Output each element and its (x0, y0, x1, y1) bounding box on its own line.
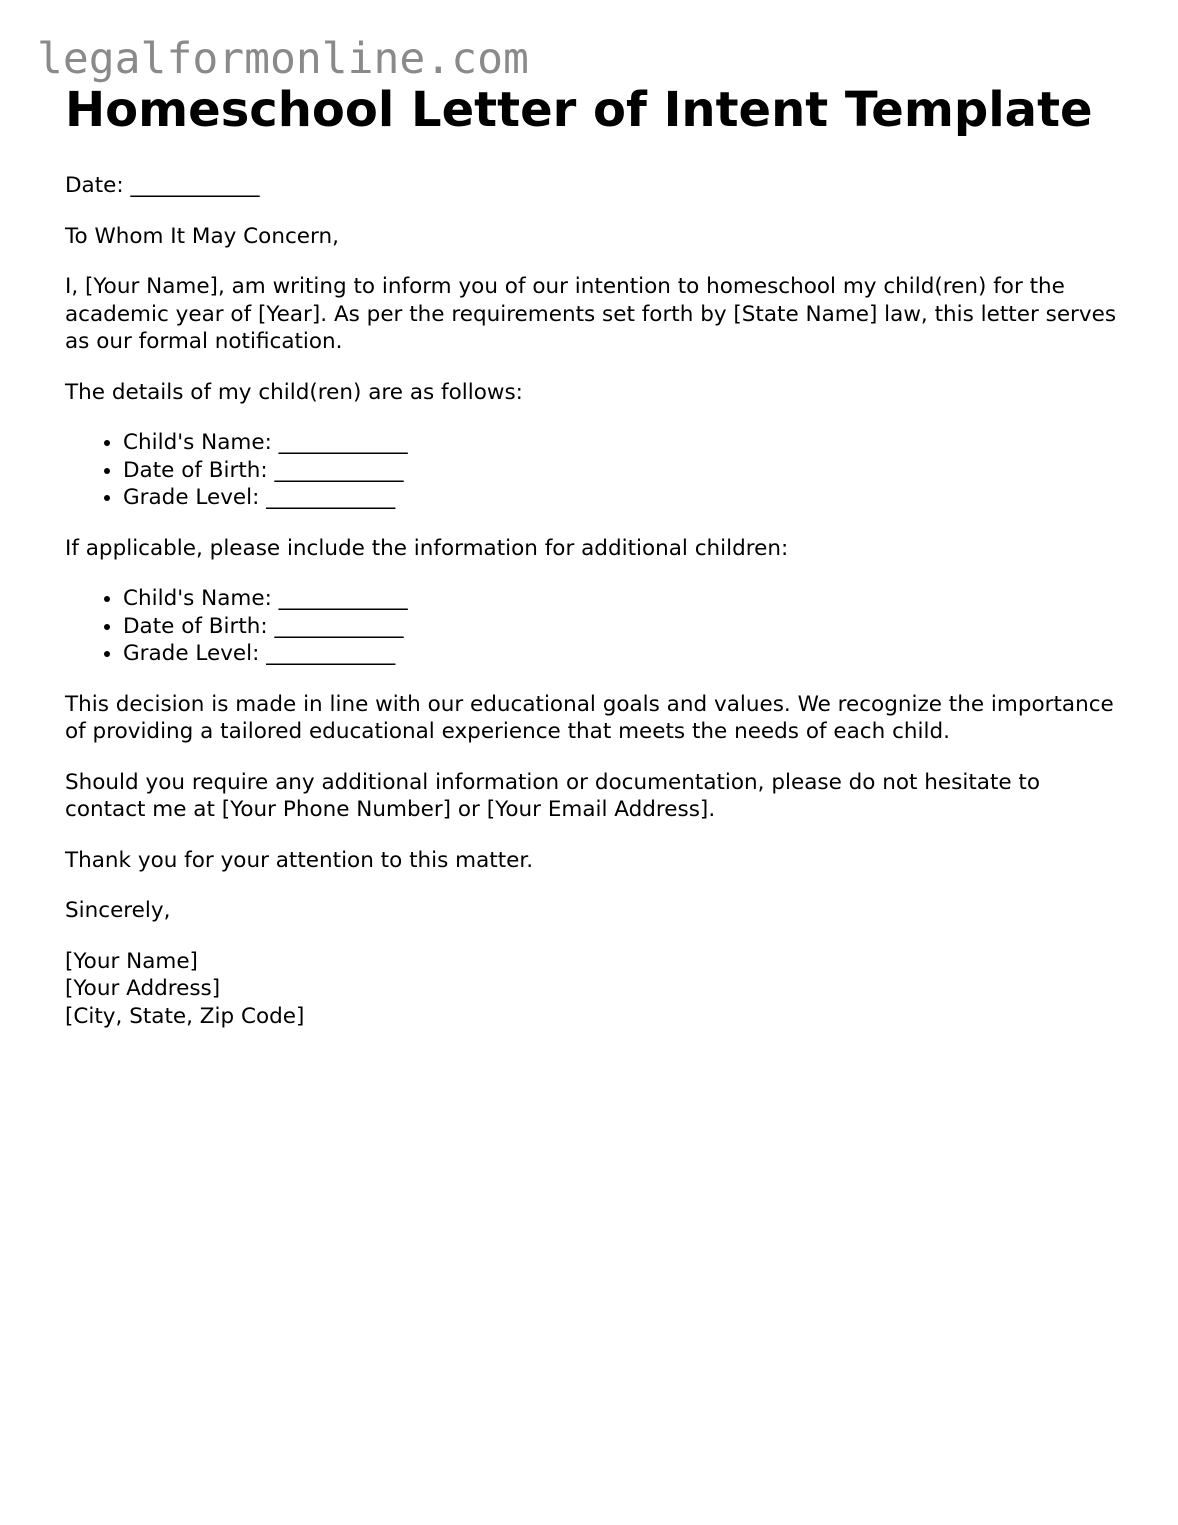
closing: Sincerely, (65, 898, 171, 923)
decision-paragraph: This decision is made in line with our educational goals and values. We recognize the importance of providing a tailored educational experience that meets the needs of each child. (65, 691, 1114, 744)
additional-child-name-field: • Child's Name: ____________ (123, 585, 1125, 613)
signature-name: [Your Name] (65, 948, 198, 974)
additional-child-details-list (65, 585, 1125, 668)
signature-block (65, 948, 1125, 1031)
signature-address: [Your Address] (65, 976, 221, 1001)
signature-city: [City, State, Zip Code] (65, 1003, 305, 1029)
watermark-logo: legalformonline.com (37, 34, 529, 84)
additional-child-grade-field: • Grade Level: ____________ (123, 640, 1125, 668)
salutation: To Whom It May Concern, (65, 223, 339, 249)
document-title: Homeschool Letter of Intent Template (65, 82, 1093, 138)
child-dob-field: • Date of Birth: ____________ (123, 457, 1125, 485)
child-details-list (65, 429, 1125, 512)
intro-paragraph: I, [Your Name], am writing to inform you of our intention to homeschool my child(ren) for the academic year of [Year]. As per the requirements set forth by [State Name] law, this letter serves as our formal notification. (65, 274, 1117, 354)
thanks-paragraph: Thank you for your attention to this matter. (65, 847, 534, 873)
child-name-field: • Child's Name: ____________ (123, 429, 1125, 457)
details-heading: The details of my child(ren) are as follows: (65, 379, 523, 405)
date-line: Date: ____________ (65, 173, 260, 198)
additional-child-dob-field: • Date of Birth: ____________ (123, 613, 1125, 641)
letter-document (65, 84, 1125, 1053)
contact-paragraph: Should you require any additional information or documentation, please do not hesitate to contact me at [Your Phone Number] or [Your Email Address]. (65, 769, 1041, 822)
additional-children-heading: If applicable, please include the information for additional children: (65, 535, 789, 561)
child-grade-field: • Grade Level: ____________ (123, 484, 1125, 512)
